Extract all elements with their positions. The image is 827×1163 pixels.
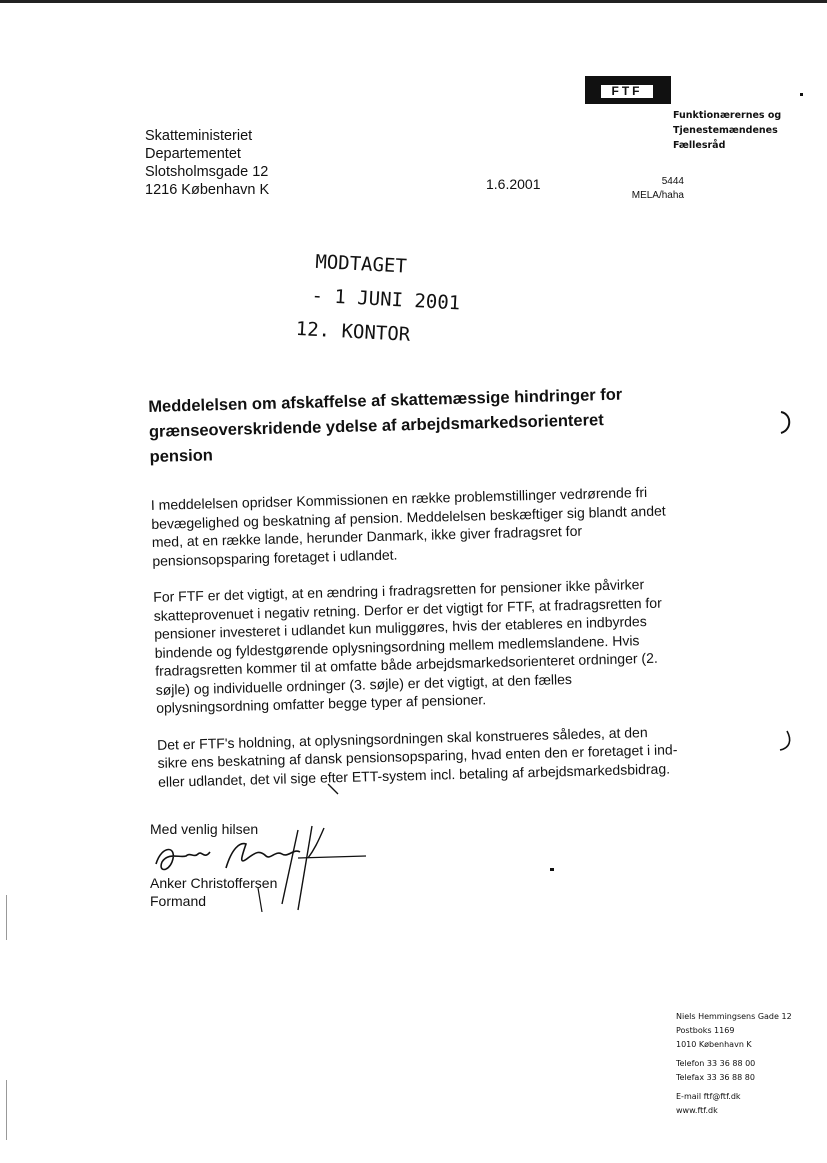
letter-subject: Meddelelsen om afskaffelse af skattemæssige hindringer for grænseoverskridende ydelse af arbejdsmarkedsorienteret pension: [148, 385, 623, 466]
address-phone: Telefon 33 36 88 00: [676, 1059, 756, 1068]
address-pobox: Postboks 1169: [676, 1026, 735, 1035]
address-web: www.ftf.dk: [676, 1106, 718, 1115]
logo-text: FTF: [611, 84, 643, 98]
address-street: Niels Hemmingsens Gade 12: [676, 1012, 792, 1021]
org-name-line: Tjenestemændenes: [673, 125, 778, 136]
org-name: [673, 108, 781, 153]
footer-address: [676, 1010, 792, 1118]
ftf-logo: [585, 76, 671, 104]
letter-body: [148, 381, 679, 808]
received-stamp: [295, 250, 463, 360]
reference: [624, 175, 684, 203]
pen-mark: [326, 782, 342, 798]
stamp-received-label: MODTAGET: [314, 250, 408, 278]
recipient-line: 1216 København K: [145, 182, 270, 198]
speck: [800, 93, 803, 96]
org-name-line: Funktionærernes og: [673, 110, 782, 121]
handwritten-signature: [148, 822, 378, 912]
org-name-line: Fællesråd: [673, 140, 726, 151]
recipient-address: [145, 127, 269, 199]
signer-title: Formand: [150, 893, 207, 909]
address-fax: Telefax 33 36 88 80: [676, 1073, 755, 1082]
speck: [550, 868, 554, 871]
stamp-office: 12. KONTOR: [295, 317, 411, 346]
letter-date: 1.6.2001: [486, 176, 541, 192]
recipient-line: Slotsholmsgade 12: [145, 164, 269, 180]
punch-hole-mark: [776, 408, 796, 436]
closing-greeting: Med venlig hilsen: [150, 821, 259, 837]
body-paragraph: Det er FTF's holdning, at oplysningsordningen skal konstrueres således, at den sikre ens beskatning af dansk pensionsopsparing, hvad enten den er foretaget i ind- eller udlandet, det vil sige efter ETT-system incl. betaling af arbejdsmarkedsbidrag.: [156, 723, 678, 790]
reference-number: 5444: [661, 176, 684, 187]
body-paragraph: I meddelelsen opridser Kommissionen en række problemstillinger vedrørende fri bevægelighed og beskatning af pension. Meddelelsen beskæftiger sig blandt andet med, at en række lande, herunder Danmark, ikke giver fradragsret for pensionsopsparing foretaget i udlandet.: [150, 483, 666, 569]
recipient-line: Departementet: [145, 146, 241, 162]
stamp-date: - 1 JUNI 2001: [311, 284, 461, 315]
scan-edge-line: [6, 1080, 7, 1140]
body-paragraph: For FTF er det vigtigt, at en ændring i fradragsretten for pensioner ikke påvirker skatteprovenuet i negativ retning. Derfor er det vigtigt for FTF, at fradragsretten for pensioner investeret i udlandet kun muliggøres, hvis der etableres en indbyrdes bindende og fyldestgørende oplysningsordning mellem medlemslandene. Hvis fradragsretten kommer til at omfatte både arbejdsmarkedsorienteret ordninger (2. søjle) og individuelle ordninger (3. søjle) er det vigtigt, at den fælles oplysningsordning omfatter begge typer af pensioner.: [153, 576, 662, 716]
punch-hole-mark: [776, 728, 796, 754]
address-city: 1010 København K: [676, 1040, 752, 1049]
address-email: E-mail ftf@ftf.dk: [676, 1092, 741, 1101]
reference-code: MELA/haha: [631, 190, 684, 201]
recipient-line: Skatteministeriet: [145, 128, 253, 144]
scan-edge-line: [6, 895, 7, 940]
signer-name: Anker Christoffersen: [150, 875, 278, 891]
